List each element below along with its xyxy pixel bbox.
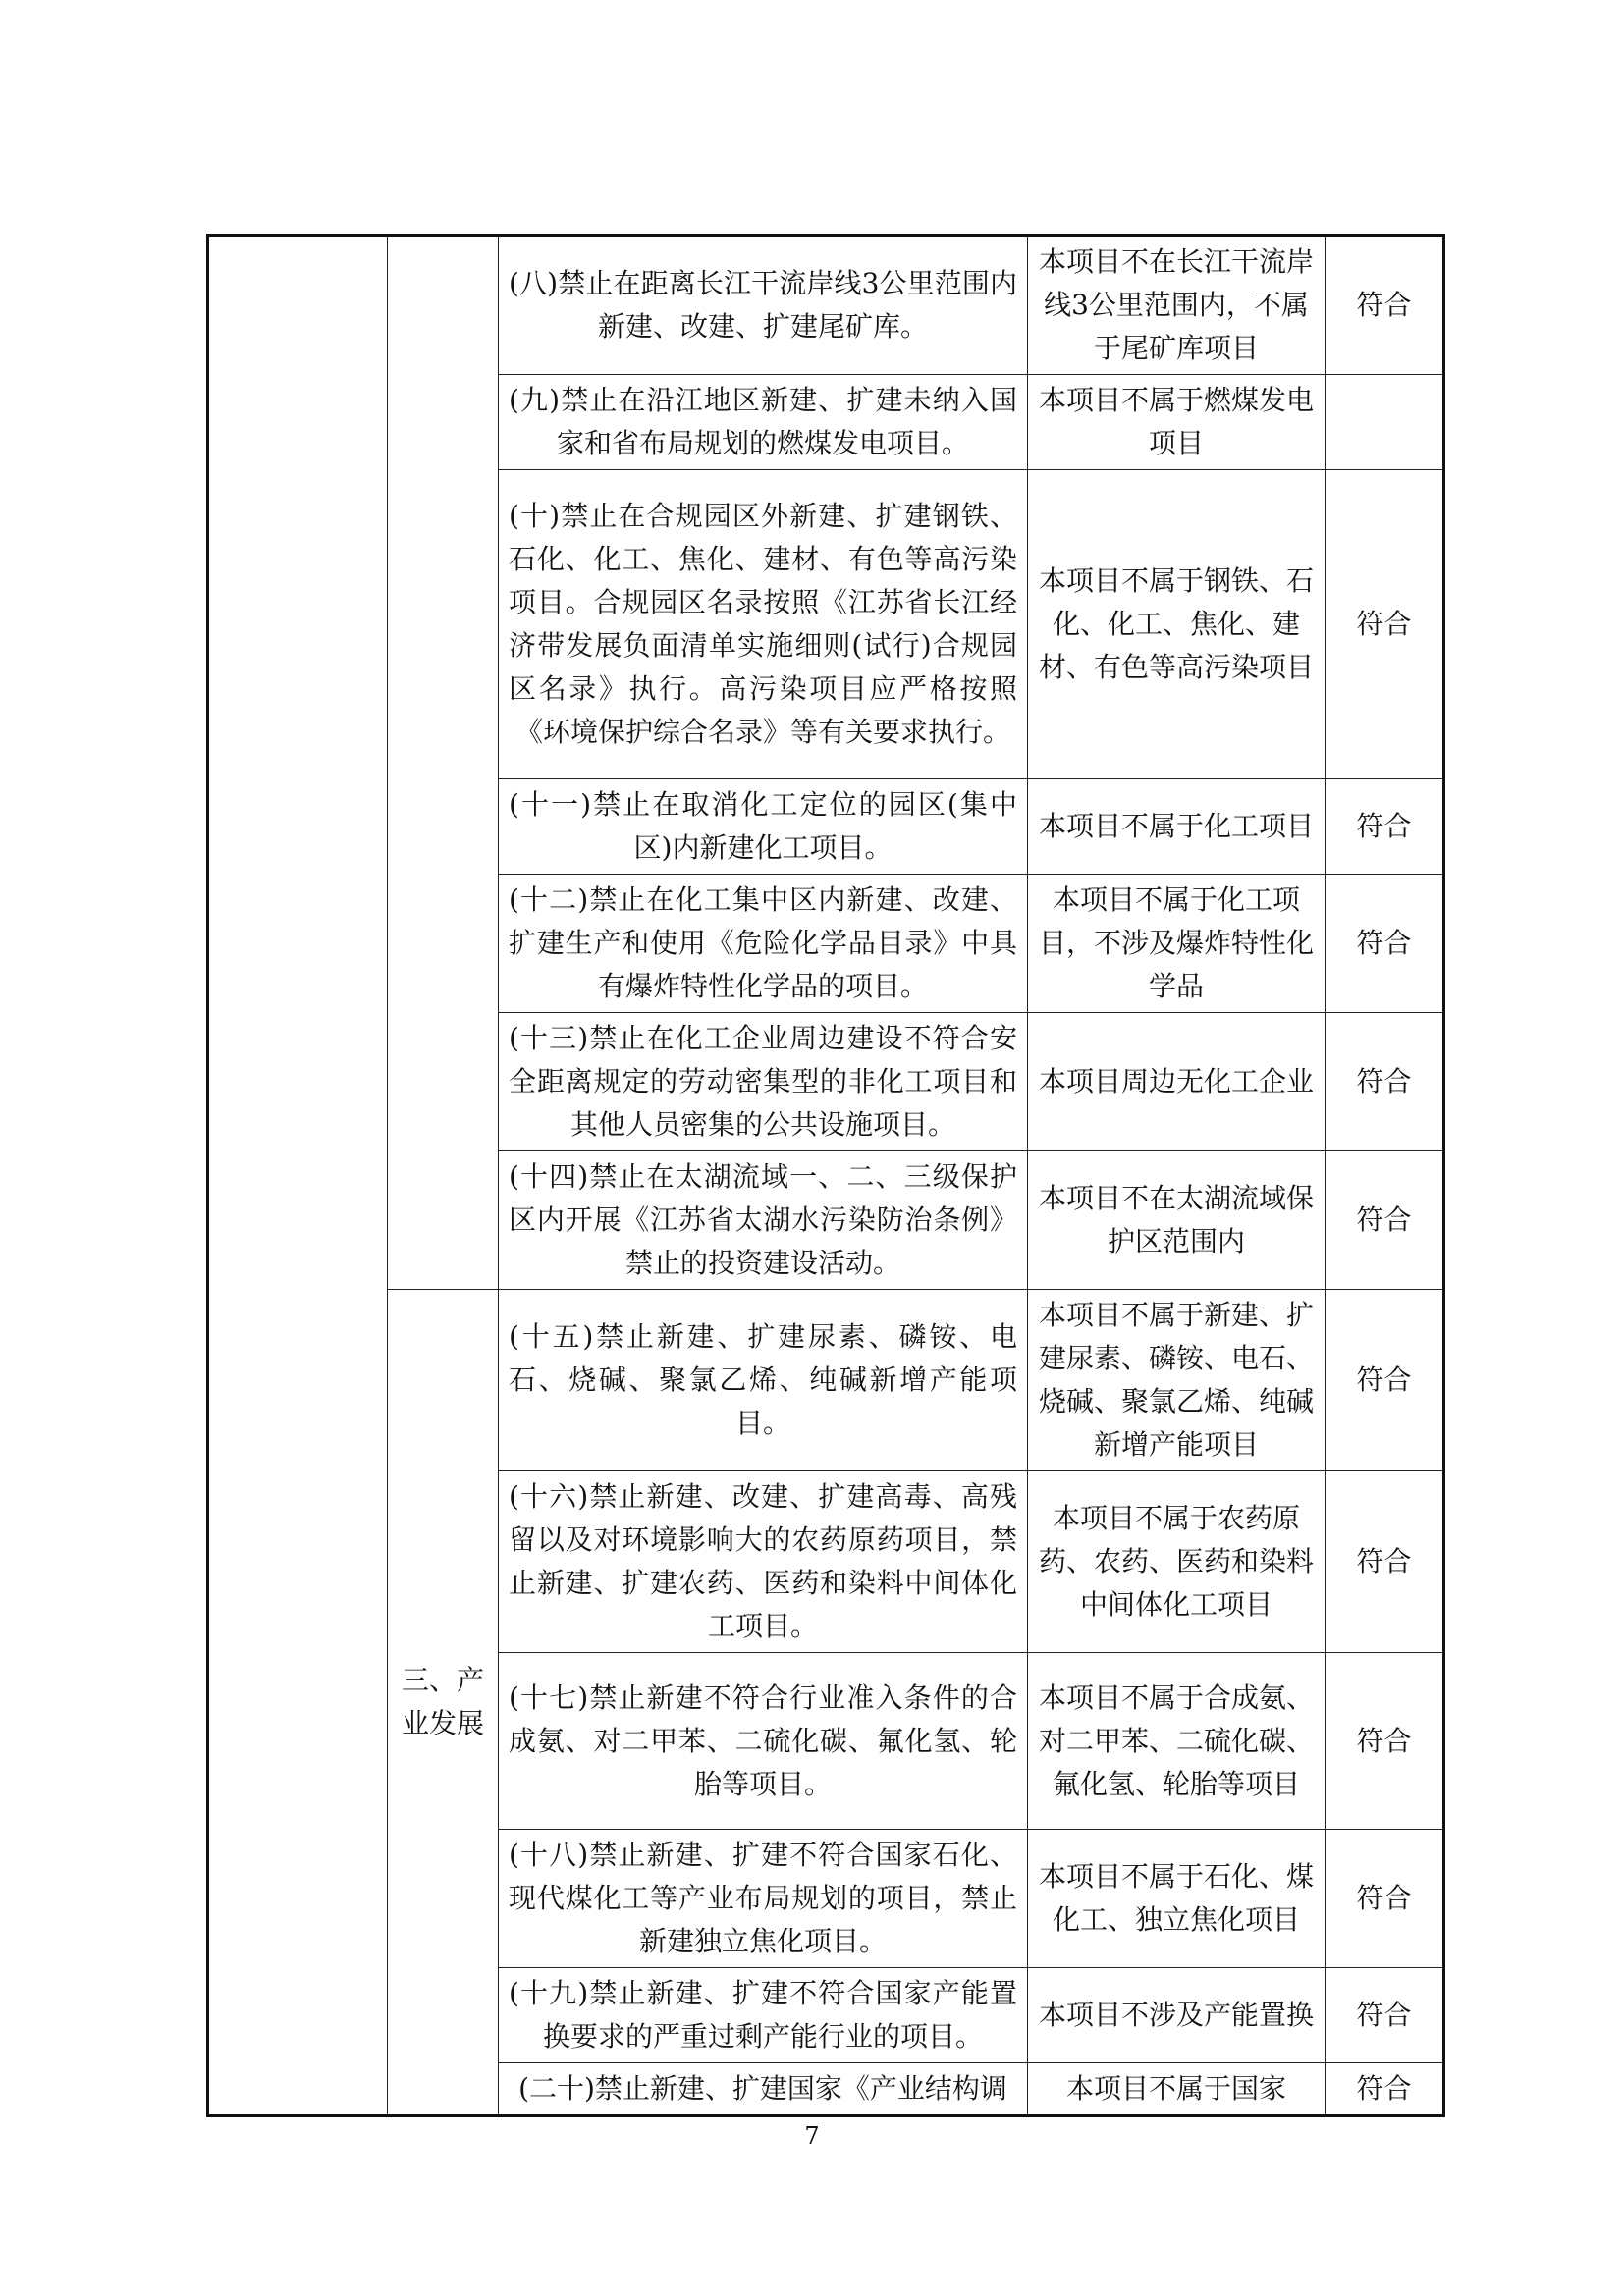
result-cell: 符合 xyxy=(1326,1653,1444,1830)
result-cell: 符合 xyxy=(1326,1471,1444,1653)
analysis-cell: 本项目不属于化工项目 xyxy=(1028,779,1326,875)
result-cell: 符合 xyxy=(1326,1290,1444,1471)
result-cell: 符合 xyxy=(1326,1830,1444,1968)
result-cell: 符合 xyxy=(1326,236,1444,375)
analysis-cell: 本项目不属于国家 xyxy=(1028,2063,1326,2116)
page-number: 7 xyxy=(804,2122,820,2150)
requirement-cell: (二十)禁止新建、扩建国家《产业结构调 xyxy=(499,2063,1028,2116)
analysis-cell: 本项目不涉及产能置换 xyxy=(1028,1968,1326,2063)
table-row xyxy=(208,236,1444,375)
requirement-cell: (十三)禁止在化工企业周边建设不符合安全距离规定的劳动密集型的非化工项目和其他人员密集的公共设施项目。 xyxy=(499,1013,1028,1151)
result-cell: 符合 xyxy=(1326,2063,1444,2116)
compliance-table xyxy=(206,234,1445,2117)
analysis-cell: 本项目不属于燃煤发电项目 xyxy=(1028,375,1326,470)
result-cell: 符合 xyxy=(1326,875,1444,1013)
outer-category-cell xyxy=(208,236,388,2116)
analysis-cell: 本项目不属于化工项目，不涉及爆炸特性化学品 xyxy=(1028,875,1326,1013)
analysis-cell: 本项目不属于石化、煤化工、独立焦化项目 xyxy=(1028,1830,1326,1968)
requirement-cell: (十二)禁止在化工集中区内新建、改建、扩建生产和使用《危险化学品目录》中具有爆炸特性化学品的项目。 xyxy=(499,875,1028,1013)
category-cell-continued xyxy=(388,236,499,1290)
requirement-cell: (十八)禁止新建、扩建不符合国家石化、现代煤化工等产业布局规划的项目，禁止新建独立焦化项目。 xyxy=(499,1830,1028,1968)
requirement-cell: (十)禁止在合规园区外新建、扩建钢铁、石化、化工、焦化、建材、有色等高污染项目。合规园区名录按照《江苏省长江经济带发展负面清单实施细则(试行)合规园区名录》执行。高污染项目应严格按照《环境保护综合名录》等有关要求执行。 xyxy=(499,470,1028,779)
requirement-cell: (九)禁止在沿江地区新建、扩建未纳入国家和省布局规划的燃煤发电项目。 xyxy=(499,375,1028,470)
result-cell: 符合 xyxy=(1326,1013,1444,1151)
analysis-cell: 本项目不属于钢铁、石化、化工、焦化、建材、有色等高污染项目 xyxy=(1028,470,1326,779)
analysis-cell: 本项目周边无化工企业 xyxy=(1028,1013,1326,1151)
table-row xyxy=(208,1290,1444,1471)
requirement-cell: (十一)禁止在取消化工定位的园区(集中区)内新建化工项目。 xyxy=(499,779,1028,875)
analysis-cell: 本项目不属于新建、扩建尿素、磷铵、电石、烧碱、聚氯乙烯、纯碱新增产能项目 xyxy=(1028,1290,1326,1471)
result-cell: 符合 xyxy=(1326,1968,1444,2063)
category-cell: 三、产业发展 xyxy=(388,1290,499,2116)
analysis-cell: 本项目不属于合成氨、对二甲苯、二硫化碳、氟化氢、轮胎等项目 xyxy=(1028,1653,1326,1830)
requirement-cell: (十六)禁止新建、改建、扩建高毒、高残留以及对环境影响大的农药原药项目，禁止新建、扩建农药、医药和染料中间体化工项目。 xyxy=(499,1471,1028,1653)
analysis-cell: 本项目不在太湖流域保护区范围内 xyxy=(1028,1151,1326,1290)
requirement-cell: (十九)禁止新建、扩建不符合国家产能置换要求的严重过剩产能行业的项目。 xyxy=(499,1968,1028,2063)
requirement-cell: (八)禁止在距离长江干流岸线3公里范围内新建、改建、扩建尾矿库。 xyxy=(499,236,1028,375)
requirement-cell: (十五)禁止新建、扩建尿素、磷铵、电石、烧碱、聚氯乙烯、纯碱新增产能项目。 xyxy=(499,1290,1028,1471)
result-cell: 符合 xyxy=(1326,1151,1444,1290)
analysis-cell: 本项目不属于农药原药、农药、医药和染料中间体化工项目 xyxy=(1028,1471,1326,1653)
result-cell: 符合 xyxy=(1326,470,1444,779)
result-cell: 符合 xyxy=(1326,779,1444,875)
requirement-cell: (十七)禁止新建不符合行业准入条件的合成氨、对二甲苯、二硫化碳、氟化氢、轮胎等项目。 xyxy=(499,1653,1028,1830)
analysis-cell: 本项目不在长江干流岸线3公里范围内，不属于尾矿库项目 xyxy=(1028,236,1326,375)
requirement-cell: (十四)禁止在太湖流域一、二、三级保护区内开展《江苏省太湖水污染防治条例》禁止的投资建设活动。 xyxy=(499,1151,1028,1290)
result-cell xyxy=(1326,375,1444,470)
